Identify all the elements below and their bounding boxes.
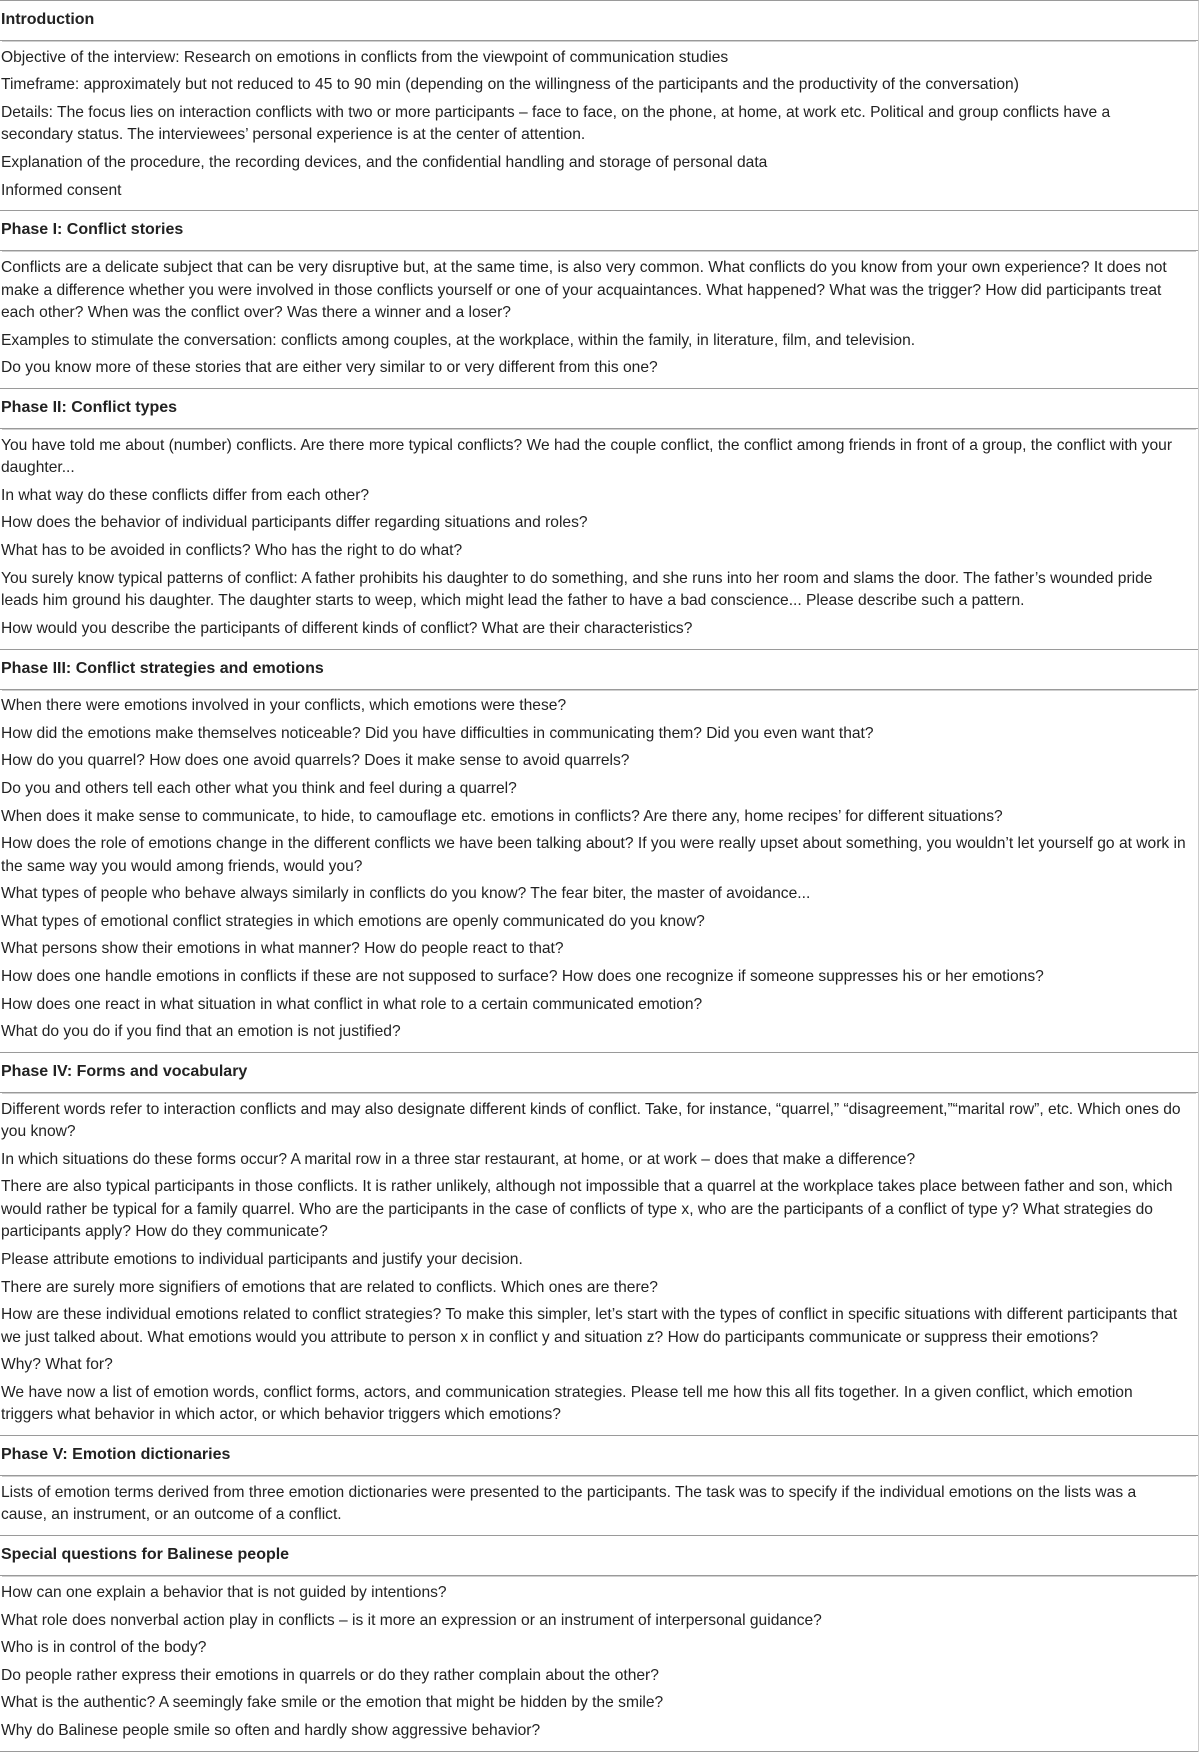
section: [0, 389, 1198, 649]
question-paragraph: What role does nonverbal action play in conflicts – is it more an expression or an instrument of interpersonal guidance?: [1, 1611, 822, 1629]
question-paragraph: In what way do these conflicts differ from each other?: [1, 486, 370, 504]
question-paragraph: How can one explain a behavior that is not guided by intentions?: [1, 1583, 447, 1601]
question-paragraph: What do you do if you find that an emotion is not justified?: [1, 1023, 401, 1041]
question-paragraph: Explanation of the procedure, the recording devices, and the confidential handling and storage of personal data: [1, 153, 768, 171]
section-heading: Phase IV: Forms and vocabulary: [0, 1053, 1198, 1093]
section: [0, 211, 1198, 389]
question-paragraph: There are surely more signifiers of emotions that are related to conflicts. Which ones are there?: [1, 1278, 658, 1296]
question-paragraph: When there were emotions involved in your conflicts, which emotions were these?: [1, 697, 567, 715]
section: [0, 1536, 1198, 1751]
question-paragraph: How does the role of emotions change in the different conflicts we have been talking about? If you were really upset about something, you wouldn’t let yourself go at work in the same way you would among friends, would you?: [1, 835, 1186, 875]
question-paragraph: How does one handle emotions in conflicts if these are not supposed to surface? How does one recognize if someone suppresses his or her emotions?: [1, 967, 1044, 985]
section: [0, 1436, 1198, 1536]
question-paragraph: Informed consent: [1, 181, 122, 199]
question-paragraph: How would you describe the participants of different kinds of conflict? What are their characteristics?: [1, 619, 693, 637]
section-heading: Phase II: Conflict types: [0, 389, 1198, 429]
question-paragraph: Objective of the interview: Research on emotions in conflicts from the viewpoint of communication studies: [1, 48, 729, 66]
question-paragraph: How do you quarrel? How does one avoid quarrels? Does it make sense to avoid quarrels?: [1, 752, 630, 770]
question-paragraph: Details: The focus lies on interaction conflicts with two or more participants – face to face, on the phone, at home, at work etc. Political and group conflicts have a secondary status. The interviewees’ personal experience is at the center of attention.: [1, 103, 1111, 144]
question-paragraph: Conflicts are a delicate subject that can be very disruptive but, at the same time, is also very common. What conflicts do you know from your own experience? It does not make a difference whether you were involved in those conflicts yourself or one of your acquaintances. What happened? What was the trigger? How did participants treat each other? When was the conflict over? Was there a winner and a loser?: [1, 259, 1167, 322]
question-paragraph: Do people rather express their emotions in quarrels or do they rather complain about the other?: [1, 1666, 659, 1684]
question-paragraph: What types of emotional conflict strategies in which emotions are openly communicated do you know?: [1, 912, 705, 930]
question-paragraph: How are these individual emotions related to conflict strategies? To make this simpler, let’s start with the types of conflict in specific situations with different participants that we just talked about. What emotions would you attribute to person x in conflict y and situation z? How do participants communicate or suppress their emotions?: [1, 1306, 1178, 1346]
question-paragraph: You have told me about (number) conflicts. Are there more typical conflicts? We had the couple conflict, the conflict among friends in front of a group, the conflict with your daughter...: [1, 436, 1173, 477]
section: [0, 1, 1198, 211]
section-heading: Phase III: Conflict strategies and emotions: [0, 650, 1198, 690]
section-body: [0, 1480, 1198, 1533]
question-paragraph: How does the behavior of individual participants differ regarding situations and roles?: [1, 514, 588, 532]
question-paragraph: How does one react in what situation in what conflict in what role to a certain communicated emotion?: [1, 995, 703, 1013]
section-body: [0, 1580, 1198, 1748]
section-heading: Phase I: Conflict stories: [0, 211, 1198, 251]
section-heading: Phase V: Emotion dictionaries: [0, 1436, 1198, 1476]
question-paragraph: Do you and others tell each other what you think and feel during a quarrel?: [1, 780, 517, 798]
question-paragraph: When does it make sense to communicate, to hide, to camouflage etc. emotions in conflicts? Are there any, home recipes’ for different situations?: [1, 807, 1003, 825]
question-paragraph: What persons show their emotions in what manner? How do people react to that?: [1, 940, 564, 958]
section-heading: Introduction: [0, 1, 1198, 41]
question-paragraph: We have now a list of emotion words, conflict forms, actors, and communication strategies. Please tell me how this all fits together. In a given conflict, which emotion triggers what behavior in which actor, or which behavior triggers which emotions?: [1, 1383, 1133, 1424]
section-body: [0, 433, 1198, 646]
question-paragraph: What types of people who behave always similarly in conflicts do you know? The fear biter, the master of avoidance...: [1, 885, 811, 903]
question-paragraph: Examples to stimulate the conversation: conflicts among couples, at the workplace, within the family, in literature, film, and television.: [1, 331, 916, 349]
section: [0, 1053, 1198, 1436]
question-paragraph: Lists of emotion terms derived from three emotion dictionaries were presented to the participants. The task was to specify if the individual emotions on the lists was a cause, an instrument, or an outcome of a conflict.: [1, 1483, 1137, 1524]
question-paragraph: What is the authentic? A seemingly fake smile or the emotion that might be hidden by the smile?: [1, 1694, 664, 1712]
section-body: [0, 694, 1198, 1050]
question-paragraph: Do you know more of these stories that are either very similar to or very different from this one?: [1, 359, 658, 377]
section-heading: Special questions for Balinese people: [0, 1536, 1198, 1576]
question-paragraph: In which situations do these forms occur? A marital row in a three star restaurant, at home, or at work – does that make a difference?: [1, 1150, 916, 1168]
question-paragraph: Who is in control of the body?: [1, 1639, 207, 1657]
section: [0, 650, 1198, 1053]
section-body: [0, 255, 1198, 386]
question-paragraph: Why? What for?: [1, 1356, 113, 1374]
section-body: [0, 1097, 1198, 1433]
question-paragraph: Different words refer to interaction conflicts and may also designate different kinds of conflict. Take, for instance, “quarrel,” “disagreement,”“marital row”, etc. Which ones do you know?: [1, 1100, 1181, 1141]
question-paragraph: There are also typical participants in those conflicts. It is rather unlikely, although not impossible that a quarrel at the workplace takes place between father and son, which would rather be typical for a family quarrel. Who are the participants in the case of conflicts of type x, who are the participants of a conflict of type y? What strategies do participants apply? How do they communicate?: [1, 1178, 1173, 1241]
question-paragraph: You surely know typical patterns of conflict: A father prohibits his daughter to do something, and she runs into her room and slams the door. The father’s wounded pride leads him ground his daughter. The daughter starts to weep, which might lead the father to have a bad conscience... Please describe such a pattern.: [1, 569, 1153, 610]
section-body: [0, 45, 1198, 208]
question-paragraph: Please attribute emotions to individual participants and justify your decision.: [1, 1250, 523, 1268]
question-paragraph: What has to be avoided in conflicts? Who has the right to do what?: [1, 542, 463, 560]
question-paragraph: Timeframe: approximately but not reduced to 45 to 90 min (depending on the willingness of the participants and the productivity of the conversation): [1, 76, 1019, 94]
question-paragraph: How did the emotions make themselves noticeable? Did you have difficulties in communicating them? Did you even want that?: [1, 724, 874, 742]
question-paragraph: Why do Balinese people smile so often and hardly show aggressive behavior?: [1, 1721, 541, 1739]
